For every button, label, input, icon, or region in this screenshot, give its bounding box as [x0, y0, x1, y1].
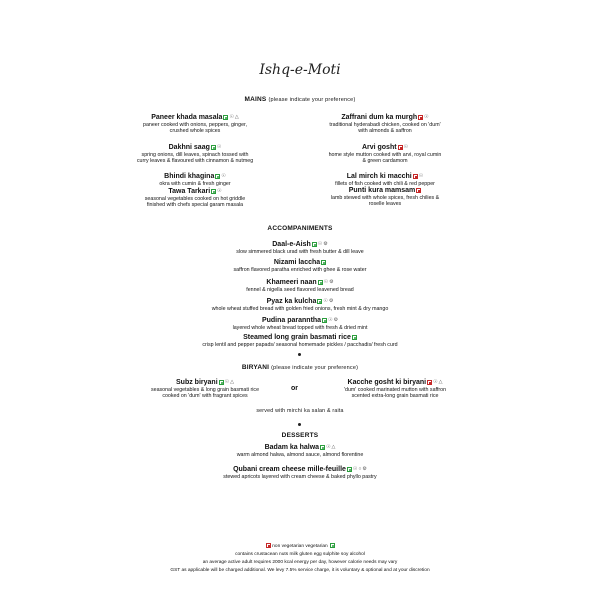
accompaniments-label: ACCOMPANIMENTS [267, 225, 333, 232]
non-veg-icon [427, 380, 432, 385]
veg-icon [223, 115, 228, 120]
biryani-served: served with mirchi ka salan & raita [256, 408, 344, 414]
item-name: Punti kura mamsam [348, 187, 416, 194]
menu-item [120, 172, 270, 187]
item-desc: paneer cooked with onions, peppers, ginger, [143, 121, 247, 128]
legend-text: non vegetarian vegetarian [272, 543, 328, 549]
menu-item [310, 143, 460, 164]
nuts-icon: △ [438, 379, 443, 385]
item-desc: whole wheat stuffed bread with golden fried onions, fresh mint & dry mango [211, 305, 389, 312]
item-name: Nizami laccha [273, 259, 321, 266]
milk-icon: ☉ [433, 379, 438, 385]
item-desc: seasonal vegetables cooked on hot griddle [144, 195, 246, 202]
veg-icon [211, 145, 216, 150]
milk-icon: ☉ [221, 173, 226, 179]
egg-icon: ○ [358, 466, 362, 472]
non-veg-icon [398, 145, 403, 150]
milk-icon: ☉ [326, 444, 331, 450]
item-desc: scented extra-long grain basmati rice [351, 393, 439, 400]
item-name: Subz biryani [176, 378, 218, 386]
milk-icon: ☉ [216, 144, 222, 150]
item-desc: seasonal vegetables & long grain basmati rice [150, 386, 260, 393]
veg-icon [322, 318, 327, 323]
item-desc: 'dum' cooked marinated mutton with saffron [343, 386, 447, 393]
menu-item [150, 316, 450, 331]
menu-item [150, 334, 450, 348]
milk-icon: ☉ [352, 466, 358, 472]
item-desc: saffron flavored paratha enriched with ghee & rose water [233, 267, 367, 273]
non-veg-icon [266, 543, 271, 548]
milk-icon: ☉ [317, 241, 323, 247]
milk-icon: ☉ [323, 279, 329, 285]
milk-icon: ☉ [229, 114, 234, 120]
item-name: Pyaz ka kulcha [266, 297, 317, 305]
mains-note: (please indicate your preference) [268, 97, 356, 103]
item-desc: traditional hyderabadi chicken, cooked on 'dum' [329, 121, 441, 128]
item-desc: warm almond halwa, almond sauce, almond florentine [236, 451, 364, 458]
item-name: Kacche gosht ki biryani [347, 378, 427, 386]
gluten-icon: ⚙ [333, 317, 339, 323]
nuts-icon: △ [230, 379, 234, 385]
item-desc: slow simmered black urad with fresh butter & dill leave [236, 248, 364, 255]
gluten-icon: ⚙ [328, 298, 334, 304]
milk-icon: ☉ [403, 144, 409, 150]
desserts-label: DESSERTS [281, 432, 319, 439]
gluten-icon: ⚙ [323, 241, 328, 247]
biryani-heading [0, 364, 600, 371]
menu-item [120, 187, 270, 208]
menu-item [120, 113, 270, 134]
menu-item [125, 378, 285, 399]
nuts-icon: △ [331, 444, 336, 450]
veg-icon [215, 174, 220, 179]
accompaniments-heading [0, 225, 600, 232]
item-desc: curry leaves & flavoured with cinnamon & nutmeg [136, 158, 254, 165]
item-desc: spring onions, dill leaves, spinach tossed with [141, 151, 249, 158]
menu-item [150, 278, 450, 293]
allergen-line: contains crustacean nuts milk gluten egg sulphite soy alcohol [235, 552, 365, 557]
desserts-heading [0, 432, 600, 439]
menu-item [150, 297, 450, 312]
milk-icon: ☉ [418, 173, 424, 179]
milk-icon: ☉ [323, 298, 328, 304]
item-name: Lal mirch ki macchi [346, 172, 412, 180]
item-desc: okra with cumin & fresh ginger [159, 180, 231, 187]
item-name: Bhindi khagina [164, 172, 215, 180]
veg-icon [320, 445, 325, 450]
veg-icon [321, 260, 326, 265]
item-desc: layered whole wheat bread topped with fresh & dried mint [232, 324, 368, 331]
milk-icon: ☉ [424, 114, 429, 120]
veg-icon [317, 299, 322, 304]
veg-icon [330, 543, 335, 548]
menu-item [310, 187, 460, 207]
biryani-note: (please indicate your preference) [271, 365, 359, 371]
menu-item [150, 443, 450, 458]
veg-icon [211, 189, 216, 194]
veg-icon [312, 242, 317, 247]
item-desc: fillets of fish cooked with chili & red pepper [335, 180, 435, 187]
item-desc: & green cardamom [362, 158, 408, 165]
gluten-icon: ⚙ [362, 466, 367, 472]
menu-item [310, 113, 460, 134]
nuts-icon: △ [234, 114, 239, 120]
item-name: Zaffrani dum ka murgh [341, 113, 418, 121]
item-desc: fennel & nigella seed flavored leavened bread [246, 286, 354, 293]
item-name: Dakhni saag [168, 143, 210, 151]
legend-line [0, 543, 600, 550]
item-desc: stewed apricots layered with cream cheese & baked phyllo pastry [223, 473, 377, 480]
menu-item [150, 465, 450, 480]
item-desc: roselle leaves [368, 201, 402, 208]
or-label: or [291, 385, 298, 392]
separator-dot [298, 353, 301, 356]
gluten-icon: ⚙ [329, 279, 334, 285]
item-desc: crushed whole spices [169, 128, 221, 135]
mains-heading [0, 96, 600, 103]
non-veg-icon [416, 188, 421, 193]
menu-item [150, 240, 450, 255]
veg-icon [352, 335, 357, 340]
milk-icon: ☉ [328, 317, 333, 323]
item-desc: home style mutton cooked with arvi, royal cumin [328, 151, 442, 158]
item-name: Tawa Tarkari [168, 187, 211, 195]
biryani-label: BIRYANI [241, 364, 270, 371]
menu-item [120, 143, 270, 164]
menu-title: Ishq-e-Moti [259, 62, 341, 78]
item-name: Pudina paranntha [261, 316, 322, 324]
mains-label: MAINS [244, 96, 267, 103]
calorie-note: an average active adult requires 2000 kcal energy per day, however calorie needs may vary [202, 560, 398, 565]
veg-icon [219, 380, 224, 385]
item-name: Qubani cream cheese mille-feuille [233, 465, 346, 473]
milk-icon: ☉ [224, 379, 230, 385]
milk-icon: ☉ [217, 188, 222, 194]
item-desc: with almonds & saffron [358, 128, 412, 135]
item-name: Paneer khada masala [151, 113, 223, 121]
veg-icon [347, 467, 352, 472]
service-charge-note: GST as applicable will be charged additional. We levy 7.5% service charge, it is voluntary & optional and at your discretion [170, 568, 430, 573]
item-desc: crisp lentil and pepper papads/ seasonal homemade pickles / pacchadis/ fresh curd [202, 342, 398, 348]
item-desc: finished with chefs special garam masala [146, 202, 244, 209]
non-veg-icon [413, 174, 418, 179]
item-name: Steamed long grain basmati rice [243, 334, 351, 341]
menu-item [150, 259, 450, 273]
item-desc: lamb stewed with whole spices, fresh chilies & [330, 195, 440, 201]
non-veg-icon [418, 115, 423, 120]
item-name: Daal-e-Aish [272, 240, 311, 248]
veg-icon [318, 280, 323, 285]
item-name: Khameeri naan [266, 278, 317, 286]
menu-item [310, 172, 460, 187]
item-desc: cooked on 'dum' with fragrant spices [162, 393, 248, 400]
separator-dot [298, 423, 301, 426]
item-name: Badam ka halwa [264, 443, 320, 451]
item-name: Arvi gosht [361, 143, 397, 151]
menu-item [315, 378, 475, 399]
